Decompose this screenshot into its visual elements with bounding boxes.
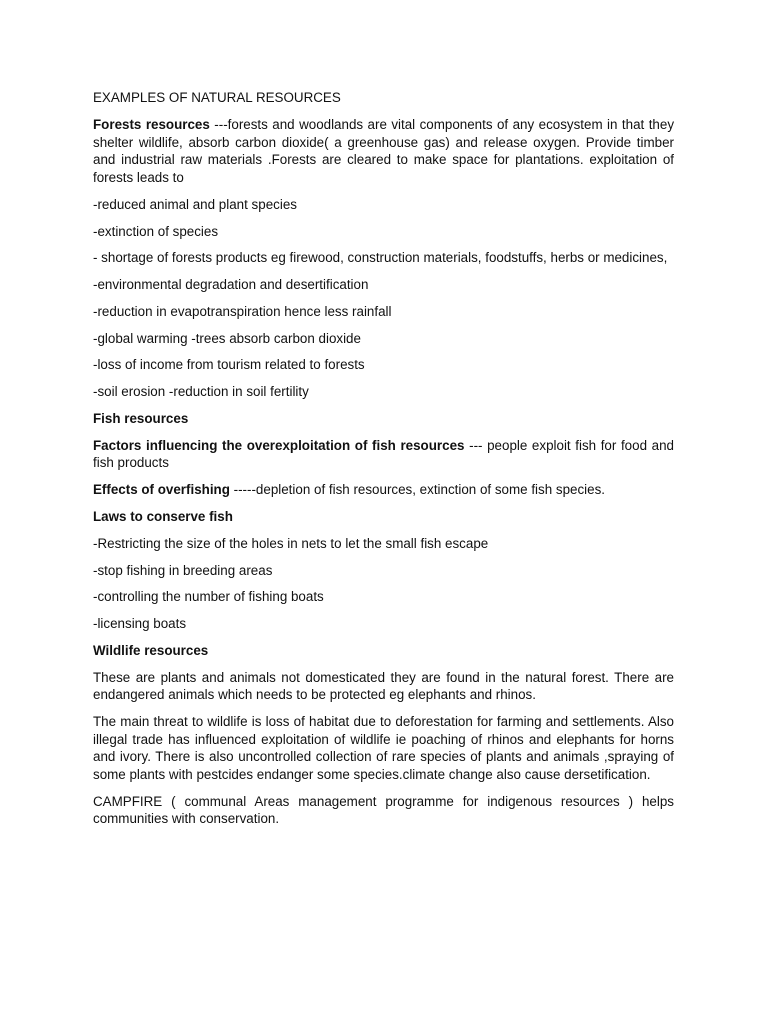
campfire-paragraph: CAMPFIRE ( communal Areas management programme for indigenous resources ) helps communities with conservation. bbox=[93, 793, 674, 827]
fish-law-item: -Restricting the size of the holes in nets to let the small fish escape bbox=[93, 535, 489, 551]
fish-law-item: -licensing boats bbox=[93, 616, 187, 632]
forests-heading: Forests resources bbox=[93, 117, 210, 133]
forest-effect-item: -reduction in evapotranspiration hence less rainfall bbox=[93, 303, 392, 319]
forests-intro-paragraph bbox=[93, 116, 674, 186]
fish-law-item: -stop fishing in breeding areas bbox=[93, 562, 273, 578]
document-title: EXAMPLES OF NATURAL RESOURCES bbox=[93, 90, 341, 105]
forests-intro-text: ---forests and woodlands are vital components of any ecosystem in that they shelter wildlife, absorb carbon dioxide( a greenhouse gas) and release oxygen. Provide timber and industrial raw materials .Forests are cleared to make space for plantations. exploitation of forests leads to bbox=[93, 117, 675, 185]
fish-factors-label: Factors influencing the overexploitation of fish resources bbox=[93, 437, 465, 453]
wildlife-threats-paragraph: The main threat to wildlife is loss of habitat due to deforestation for farming and settlements. Also illegal trade has influenced exploitation of wildlife ie poaching of rhinos and elephants for horns and ivory. There is also uncontrolled collection of rare species of plants and animals ,spraying of some plants with pestcides endanger some species.climate change also cause dersetification. bbox=[93, 714, 674, 782]
forest-effect-item: -soil erosion -reduction in soil fertility bbox=[93, 384, 309, 400]
fish-factors-paragraph bbox=[93, 437, 674, 472]
forest-effect-item: -global warming -trees absorb carbon dioxide bbox=[93, 330, 361, 346]
overfishing-effects-text: -----depletion of fish resources, extinction of some fish species. bbox=[229, 482, 606, 498]
forest-effect-item: -extinction of species bbox=[93, 223, 219, 239]
overfishing-effects-paragraph bbox=[93, 481, 674, 499]
forest-effect-item: -environmental degradation and desertification bbox=[93, 277, 369, 293]
forest-effect-item: - shortage of forests products eg firewood, construction materials, foodstuffs, herbs or medicines, bbox=[93, 250, 668, 266]
overfishing-effects-label: Effects of overfishing bbox=[93, 482, 230, 498]
forest-effect-item: -loss of income from tourism related to forests bbox=[93, 357, 365, 373]
wildlife-paragraph: These are plants and animals not domesticated they are found in the natural forest. There are endangered animals which needs to be protected eg elephants and rhinos. bbox=[93, 669, 674, 703]
fish-law-item: -controlling the number of fishing boats bbox=[93, 589, 324, 605]
forest-effect-item: -reduced animal and plant species bbox=[93, 196, 297, 212]
fish-heading: Fish resources bbox=[93, 411, 189, 426]
fish-factors-text: --- people exploit fish for food and fish products bbox=[93, 437, 674, 471]
fish-laws-heading: Laws to conserve fish bbox=[93, 508, 233, 524]
wildlife-heading: Wildlife resources bbox=[93, 642, 209, 658]
